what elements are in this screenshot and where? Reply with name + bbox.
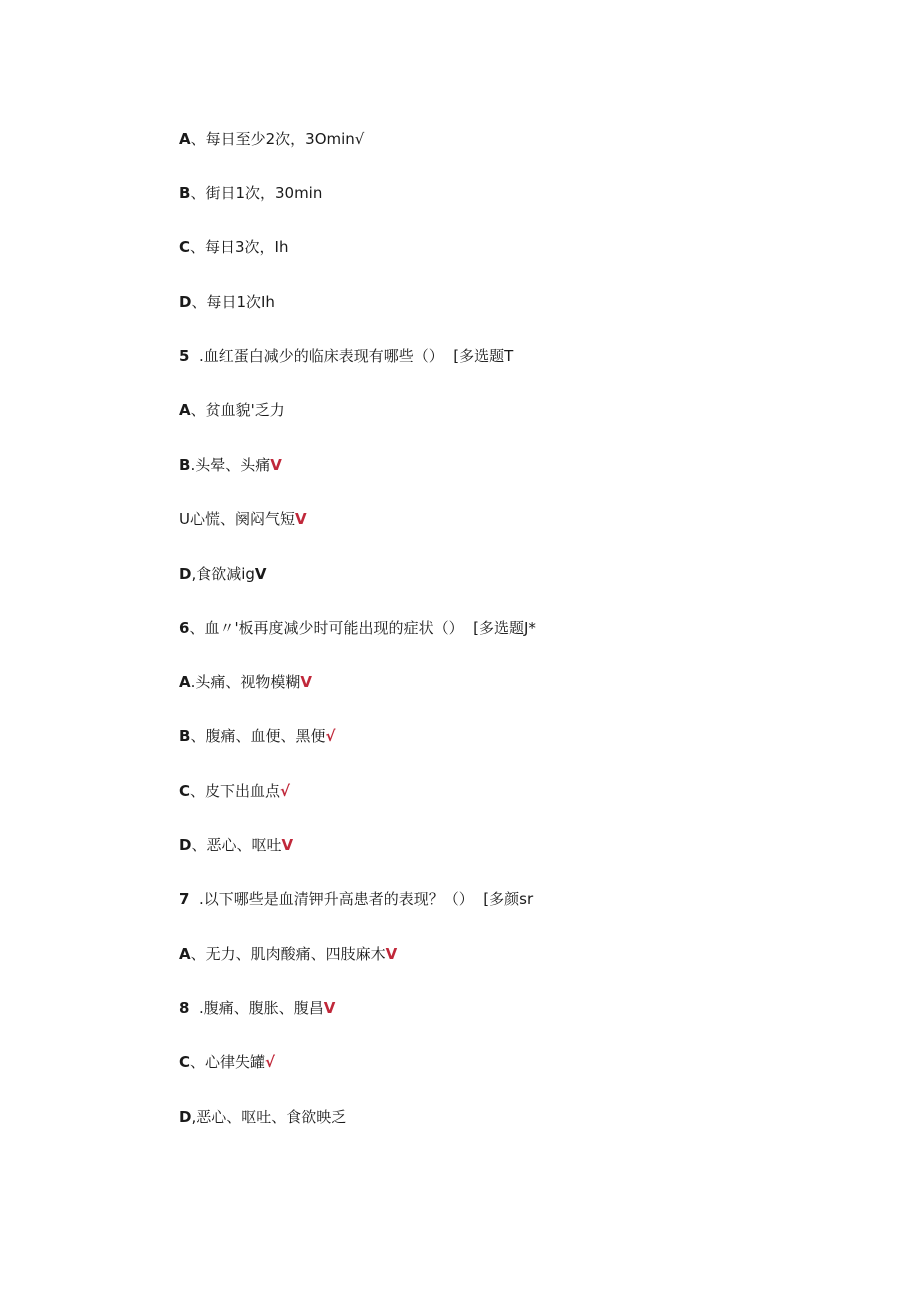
answer-check-mark: √	[325, 727, 336, 745]
question-line	[179, 888, 533, 910]
answer-check-mark: V	[295, 510, 307, 528]
option-prefix: D	[179, 836, 192, 854]
option-line	[179, 780, 290, 802]
option-prefix: D	[179, 565, 192, 583]
answer-check-mark: V	[270, 456, 282, 474]
option-text: 、每日至少2次，3Omin√	[190, 130, 365, 148]
option-prefix: C	[179, 238, 191, 256]
option-line	[179, 1106, 346, 1128]
option-prefix: C	[179, 782, 191, 800]
option-line	[179, 454, 282, 476]
option-line	[179, 943, 397, 965]
answer-check-mark: V	[254, 565, 267, 583]
question-number: 7	[179, 890, 190, 908]
option-prefix: A	[179, 401, 191, 419]
option-text: 、腹痛、血便、黑便	[190, 727, 326, 745]
option-text: ,食欲减ig	[191, 565, 255, 583]
answer-check-mark: V	[385, 945, 398, 963]
option-line	[179, 725, 335, 747]
option-text: .腹痛、腹胀、腹昌	[189, 999, 324, 1017]
option-text: 、每日3次，Ih	[190, 238, 289, 256]
option-line	[179, 997, 335, 1019]
option-text: 心慌、阕闷气短	[189, 510, 295, 528]
option-prefix: D	[179, 293, 192, 311]
option-text: 、街日1次，30min	[190, 184, 323, 202]
option-line	[179, 508, 307, 530]
option-line	[179, 563, 267, 585]
option-text: 、恶心、呕吐	[191, 836, 282, 854]
option-prefix: U	[179, 510, 190, 528]
option-prefix: B	[179, 184, 191, 202]
option-prefix: B	[179, 727, 191, 745]
option-prefix: D	[179, 1108, 192, 1126]
answer-check-mark: V	[300, 673, 312, 691]
question-text: .以下哪些是血清钾升高患者的表现？（） [多颜sr	[189, 890, 534, 908]
option-text: 、无力、肌肉酸痛、四肢麻木	[190, 945, 386, 963]
question-line	[179, 345, 513, 367]
question-line	[179, 617, 536, 639]
question-number: 6	[179, 619, 190, 637]
option-line	[179, 671, 312, 693]
option-prefix: A	[179, 945, 191, 963]
option-line	[179, 291, 275, 313]
option-prefix: A	[179, 130, 191, 148]
question-number: 5	[179, 347, 190, 365]
option-line	[179, 399, 285, 421]
option-text: 、皮下出血点	[190, 782, 281, 800]
option-text: .头晕、头痛	[190, 456, 271, 474]
option-text: 、贫血貌'乏力	[190, 401, 285, 419]
option-line	[179, 236, 289, 258]
option-prefix: C	[179, 1053, 191, 1071]
option-line	[179, 182, 322, 204]
option-prefix: B	[179, 456, 191, 474]
question-text: 、血〃'板再度减少时可能出现的症状（） [多选题J*	[189, 619, 536, 637]
answer-check-mark: √	[280, 782, 291, 800]
answer-check-mark: V	[281, 836, 294, 854]
option-line	[179, 128, 364, 150]
option-text: 、心律失罐	[190, 1053, 266, 1071]
answer-check-mark: V	[323, 999, 336, 1017]
option-line	[179, 1051, 275, 1073]
option-line	[179, 834, 293, 856]
option-text: ,恶心、呕吐、食欲映乏	[191, 1108, 347, 1126]
option-prefix: A	[179, 673, 191, 691]
answer-check-mark: √	[265, 1053, 276, 1071]
option-prefix: 8	[179, 999, 190, 1017]
question-text: .血红蛋白减少的临床表现有哪些（） [多选题T	[189, 347, 514, 365]
option-text: .头痛、视物模糊	[190, 673, 301, 691]
option-text: 、每日1次Ih	[191, 293, 275, 311]
